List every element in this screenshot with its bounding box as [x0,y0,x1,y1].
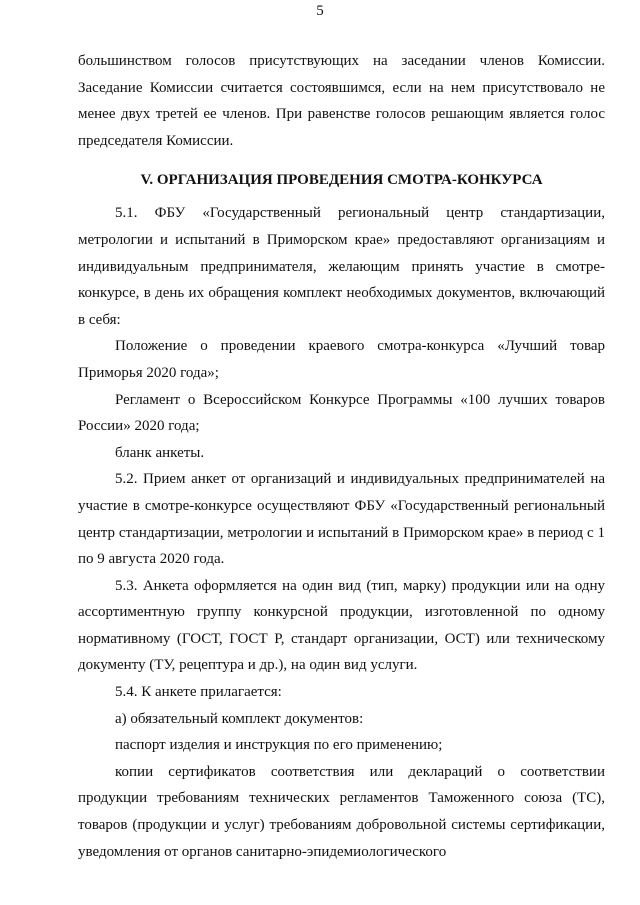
intro-paragraph: большинством голосов присутствующих на заседании членов Комиссии. Заседание Комиссии считается состоявшимся, если на нем присутствовало не менее двух третей ее членов. При равенстве голосов решающим является голос председателя Комиссии. [78,53,605,149]
list-item-form: бланк анкеты. [115,444,205,461]
paragraph-5-3: 5.3. Анкета оформляется на один вид (тип, марку) продукции или на одну ассортиментную группу конкурсной продукции, изготовленной по одному нормативному (ГОСТ, ГОСТ Р, стандарт организации, ОСТ) или техническому документу (ТУ, рецептура и др.), на один вид услуги. [78,577,605,674]
document-body [78,48,605,865]
list-item-regulation: Положение о проведении краевого смотра-конкурса «Лучший товар Приморья 2020 года»; [78,338,605,381]
list-item-certificates: копии сертификатов соответствия или деклараций о соответствии продукции требованиям технических регламентов Таможенного союза (ТС), товаров (продукции и услуг) требованиям добровольной системы сертификации, уведомления от органов санитарно-эпидемиологического [78,763,605,860]
list-item-required-docs: а) обязательный комплект документов: [115,710,364,727]
page-number: 5 [316,3,324,19]
paragraph-5-1: 5.1. ФБУ «Государственный региональный центр стандартизации, метрологии и испытаний в Приморском крае» предоставляют организациям и индивидуальным предпринимателя, желающим принять участие в смотре-конкурсе, в день их обращения комплект необходимых документов, включающий в себя: [78,205,605,328]
section-heading: V. ОРГАНИЗАЦИЯ ПРОВЕДЕНИЯ СМОТРА-КОНКУРСА [140,172,543,189]
list-item-reglament: Регламент о Всероссийском Конкурсе Программы «100 лучших товаров России» 2020 года; [78,391,605,435]
paragraph-5-2: 5.2. Прием анкет от организаций и индивидуальных предпринимателей на участие в смотре-конкурсе осуществляют ФБУ «Государственный региональный центр стандартизации, метрологии и испытаний в Приморском крае» в период с 1 по 9 августа 2020 года. [78,471,605,568]
paragraph-5-4: 5.4. К анкете прилагается: [115,684,282,701]
list-item-passport: паспорт изделия и инструкция по его применению; [115,737,443,754]
